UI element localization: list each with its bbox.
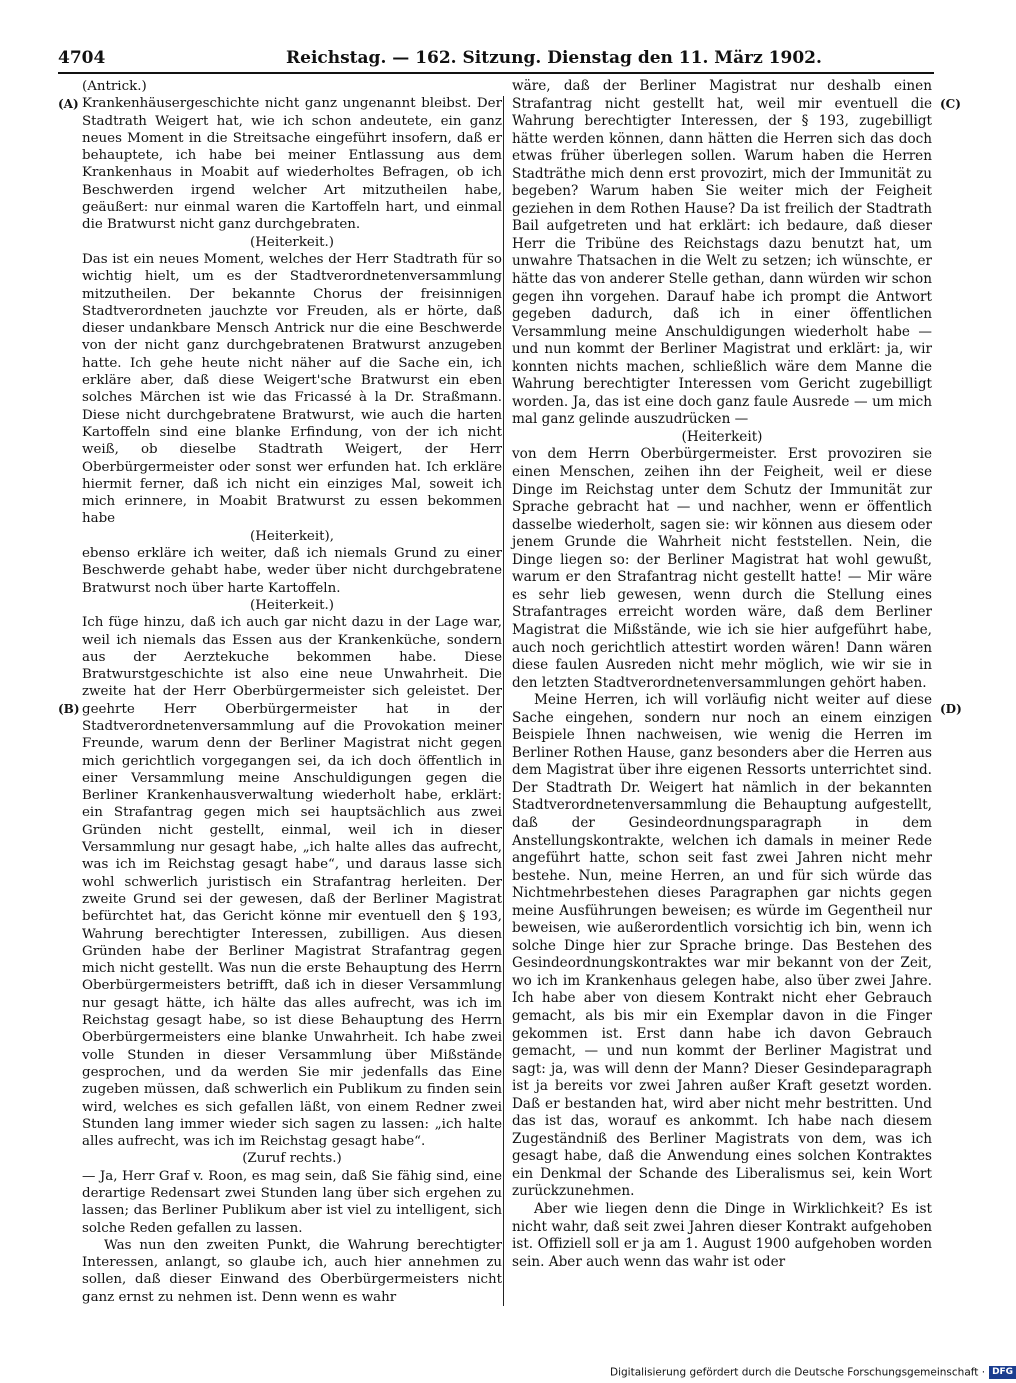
paragraph: ebenso erkläre ich weiter, daß ich niemals Grund zu einer Beschwerde gehabt habe, weder über nicht durchgebratene Bratwurst noch über harte Kartoffeln. — [82, 546, 502, 596]
speaker-tag: (Antrick.) — [82, 79, 147, 94]
margin-mark-d: (D) — [940, 702, 962, 716]
interjection: (Zuruf rechts.) — [242, 1151, 342, 1167]
page-header — [58, 46, 934, 74]
dfg-logo: DFG — [989, 1366, 1016, 1379]
column-rule — [503, 96, 504, 1306]
interjection: (Heiterkeit.) — [250, 597, 334, 613]
page-number: 4704 — [58, 48, 106, 68]
margin-mark-c: (C) — [940, 97, 961, 111]
footer-text: Digitalisierung gefördert durch die Deutsche Forschungsgemeinschaft · — [610, 1366, 986, 1379]
margin-mark-a: (A) — [58, 97, 79, 111]
paragraph: Meine Herren, ich will vorläufig nicht weiter auf diese Sache eingehen, sondern nur noch an einem einzigen Beispiele Ihnen nachweisen, wie wenig die Herren im Berliner Rothen Hause, ganz besonders aber die Herren aus dem Magistrat über ihre eigenen Ressorts unterrichtet sind. Der Stadtrath Dr. Weigert hat nämlich in der bekannten Stadtverordnetenversammlung die Behauptung aufgestellt, daß der Gesindeordnungsparagraph in dem Anstellungskontrakte, welchen ich damals in meiner Rede angeführt hatte, schon seit fast zwei Jahren nicht mehr bestehe. Nun, meine Herren, an und für sich würde das Nichtmehrbestehen dieses Paragraphen gar nichts gegen meine Ausführungen beweisen; es würde im Gegentheil nur beweisen, wie außerordentlich vorsichtig ich bin, wenn ich solche Dinge hier zur Sprache bringe. Das Bestehen des Gesindeordnungskontraktes war mir bekannt von der Zeit, wo ich im Krankenhaus gelegen habe, also über zwei Jahre. Ich habe aber von diesem Kontrakt nicht eher Gebrauch gemacht, als bis mir ein Exemplar davon in die Finger gekommen ist. Erst dann habe ich davon Gebrauch gemacht, — und nun kommt der Berliner Magistrat und sagt: ja, was will denn der Mann? Dieser Gesindeparagraph ist ja bereits vor zwei Jahren außer Kraft gesetzt worden. Daß er bestanden hat, wird aber nicht mehr bestritten. Und das ist das, worauf es ankommt. Ich habe nach diesem Zugeständniß des Berliner Magistrats von dem, was ich gesagt habe, daß die Anwendung eines solchen Kontraktes ein Denkmal der Schande des Liberalismus sei, kein Wort zurückzunehmen. — [512, 692, 932, 1200]
running-title: Reichstag. — 162. Sitzung. Dienstag den 11. März 1902. — [286, 48, 822, 68]
left-column — [82, 78, 502, 1306]
footer-credit — [610, 1366, 1014, 1382]
paragraph: von dem Herrn Oberbürgermeister. Erst provoziren sie einen Menschen, zeihen ihn der Feigheit, weil er diese Dinge im Reichstag unter dem Schutz der Immunität zur Sprache gebracht hat — und nachher, wenn er öffentlich dasselbe wiederholt, sagen sie: wir können aus diesem oder jenem Grunde die Wahrheit nicht feststellen. Nein, die Dinge liegen so: der Berliner Magistrat hat wohl gewußt, warum er den Strafantrag nicht gestellt hatte! — Mir wäre es sehr lieb gewesen, wenn durch die Stellung eines Strafantrages erreicht worden wäre, daß dem Berliner Magistrat die Mißstände, wie ich sie hier aufgeführt habe, auch noch gerichtlich attestirt worden wären! Dann wären diese faulen Ausreden nicht mehr möglich, wie wir sie in den letzten Stadtverordnetenversammlungen gehört haben. — [512, 446, 932, 691]
paragraph: Das ist ein neues Moment, welches der Herr Stadtrath für so wichtig hielt, um es der Stadtverordnetenversammlung mitzutheilen. Der bekannte Chorus der freisinnigen Stadtverordneten jauchzte vor Freuden, als er hörte, daß dieser undankbare Mensch Antrick nur die eine Beschwerde von der nicht ganz durchgebratenen Bratwurst anzugeben hatte. Ich gehe heute nicht näher auf die Sache ein, ich erkläre aber, daß diese Weigert'sche Bratwurst ein eben solches Märchen ist wie das Fricassé à la Dr. Straßmann. Diese nicht durchgebratene Bratwurst, wie auch die harten Kartoffeln sind eine blanke Erfindung, von der ich nicht weiß, ob dieselbe Stadtrath Weigert, der Herr Oberbürgermeister oder sonst wer erfunden hat. Ich erkläre hiermit ferner, daß ich nicht ein einziges Mal, soweit ich mich erinnere, in Moabit Bratwurst zu essen bekommen habe — [82, 251, 502, 527]
paragraph: Was nun den zweiten Punkt, die Wahrung berechtigter Interessen, anlangt, so glaube ich, auch hier annehmen zu sollen, daß dieser Einwand des Oberbürgermeisters nicht ganz ernst zu nehmen ist. Denn wenn es wahr — [82, 1237, 502, 1305]
paragraph: Aber wie liegen denn die Dinge in Wirklichkeit? Es ist nicht wahr, daß seit zwei Jahren dieser Kontrakt aufgehoben ist. Offiziell soll er ja am 1. August 1900 aufgehoben worden sein. Aber auch wenn das wahr ist oder — [512, 1201, 932, 1270]
interjection: (Heiterkeit.) — [250, 234, 334, 250]
paragraph: Krankenhäusergeschichte nicht ganz ungenannt bleibst. Der Stadtrath Weigert hat, wie ich schon andeutete, ein ganz neues Moment in die Streitsache eingeführt insofern, daß er behauptete, ich habe bei meiner Entlassung aus dem Krankenhaus in Moabit auf wiederholtes Befragen, ob ich Beschwerden irgend welcher Art mitzutheilen habe, geäußert: nur einmal waren die Kartoffeln hart, und einmal die Bratwurst nicht ganz durchgebraten. — [82, 96, 502, 233]
interjection: (Heiterkeit), — [250, 528, 334, 544]
margin-mark-b: (B) — [58, 702, 80, 716]
paragraph: Ich füge hinzu, daß ich auch gar nicht dazu in der Lage war, weil ich niemals das Essen aus der Krankenküche, sondern aus der Aerztekuche bekommen habe. Diese Bratwurstgeschichte ist also eine neue Unwahrheit. Die zweite hat der Herr Oberbürgermeister sich geleistet. Der geehrte Herr Oberbürgermeister hat in der Stadtverordnetenversammlung auf die Provokation meiner Freunde, warum denn der Berliner Magistrat nicht gegen mich gerichtlich vorgegangen sei, da ich doch öffentlich in einer Versammlung meine Anschuldigungen gegen die Berliner Krankenhausverwaltung wiederholt habe, erklärt: ein Strafantrag gegen mich sei hauptsächlich aus zwei Gründen nicht gestellt, einmal, weil ich in dieser Versammlung nur gesagt habe, „ich halte alles das aufrecht, was ich im Reichstag gesagt habe“, und daraus lasse sich wohl schwerlich juristisch ein Strafantrag herleiten. Der zweite Grund sei der gewesen, daß der Berliner Magistrat befürchtet hat, das Gericht könne mir eventuell den § 193, Wahrung berechtigter Interessen, zubilligen. Aus diesen Gründen habe der Berliner Magistrat Strafantrag gegen mich nicht gestellt. Was nun die erste Behauptung des Herrn Oberbürgermeisters betrifft, daß ich in dieser Versammlung nur gesagt hätte, ich hälte das alles aufrecht, was ich im Reichstag gesagt habe, so ist diese Behauptung des Herrn Oberbürgermeisters eine blanke Unwahrheit. Ich habe zwei volle Stunden in dieser Versammlung über Mißstände gesprochen, und da werden Sie mir jedenfalls das Eine zugeben müssen, daß schwerlich ein Publikum zu finden sein wird, welches es sich gefallen läßt, von einem Redner zwei Stunden lang immer wieder sich sagen zu lassen: „ich halte alles aufrecht, was ich im Reichstag gesagt habe“. — [82, 615, 502, 1150]
header-rule — [58, 72, 934, 74]
paragraph: wäre, daß der Berliner Magistrat nur deshalb einen Strafantrag nicht gestellt hat, weil mir eventuell die Wahrung berechtigter Interessen, der § 193, zugebilligt hätte werden können, dann hätten die Herren sich das doch etwas früher überlegen sollen. Warum haben die Herren Stadträthe mich denn erst provozirt, mich der Immunität zu begeben? Warum haben Sie weiter mich der Feigheit geziehen in dem Rothen Hause? Da ist freilich der Stadtrath Bail aufgetreten und hat erklärt: ich bedaure, daß dieser Herr die Tribüne des Reichstags dazu benutzt hat, um unwahre Thatsachen in die Welt zu setzen; ich wünschte, er hätte das von anderer Stelle gethan, dann würden wir schon gegen ihn vorgehen. Darauf habe ich prompt die Antwort gegeben dadurch, daß ich in einer öffentlichen Versammlung meine Anschuldigungen wiederholt habe — und nun kommt der Berliner Magistrat und erklärt: ja, wir konnten nichts machen, schließlich wäre dem Manne die Wahrung berechtigter Interessen vom Gericht zugebilligt worden. Ja, das ist eine doch ganz faule Ausrede — um mich mal ganz gelinde auszudrücken — — [512, 78, 932, 428]
right-column — [512, 78, 932, 1271]
interjection: (Heiterkeit) — [681, 428, 763, 445]
paragraph: — Ja, Herr Graf v. Roon, es mag sein, daß Sie fähig sind, eine derartige Redensart zwei Stunden lang über sich ergehen zu lassen; das Berliner Publikum aber ist viel zu intelligent, sich solche Reden gefallen zu lassen. — [82, 1168, 502, 1236]
